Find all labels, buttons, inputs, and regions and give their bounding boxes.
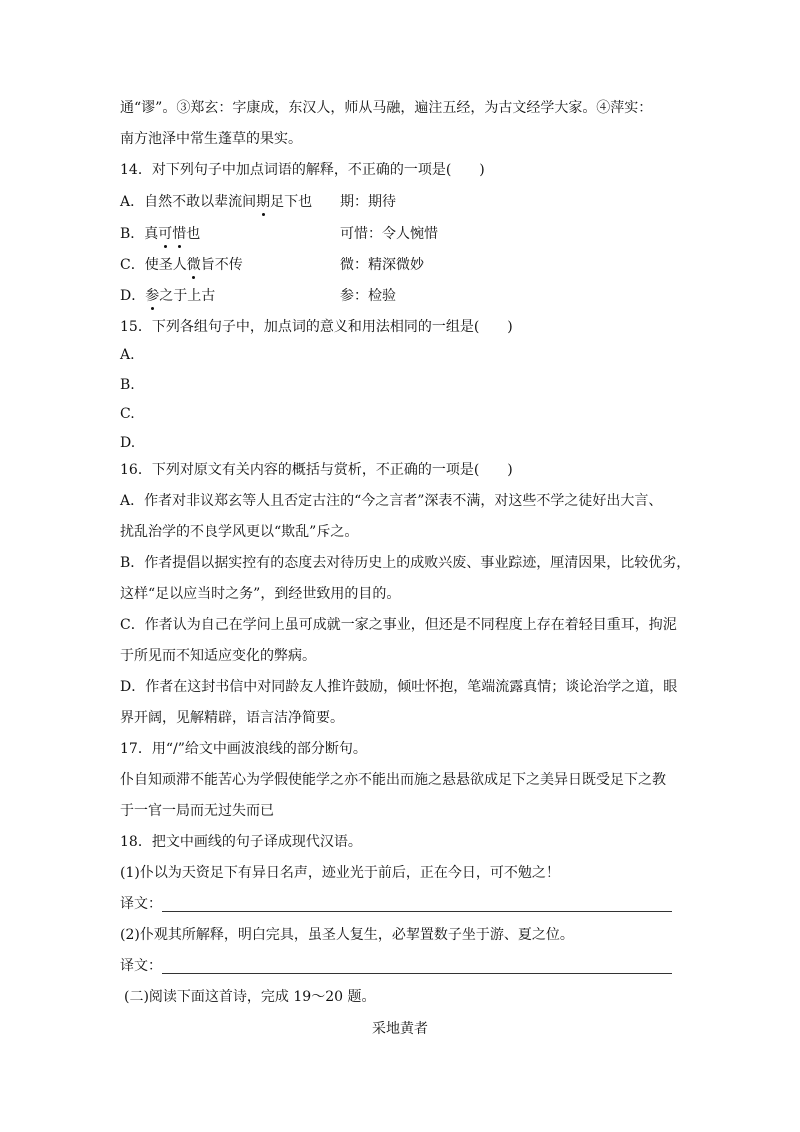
- q17-text-line-2: 于一官一局而无过失而已: [120, 803, 274, 819]
- q14-a-pre: A．自然不敢以辈流间: [120, 194, 257, 210]
- poem-title: 采地黄者: [372, 1021, 428, 1037]
- q14-d-pre: D．: [120, 288, 146, 304]
- q18-sentence-1: (1)仆以为天资足下有异日名声，迹业光于前后，正在今日，可不勉之！: [120, 865, 560, 881]
- q18-answer-label-2: 译文：: [120, 958, 162, 974]
- q15-option-d: D.: [120, 435, 136, 451]
- q16-option-a-line-2: 扰乱治学的不良学风更以“欺乱”斥之。: [120, 524, 359, 540]
- q18-answer-label-1: 译文：: [120, 896, 162, 912]
- q15-option-b: B.: [120, 377, 135, 393]
- q16-option-d-line-2: 界开阔，见解精辟，语言洁净简要。: [120, 710, 344, 726]
- q17-stem: 17．用“/”给文中画波浪线的部分断句。: [120, 741, 367, 757]
- q14-d-post: 之于上古: [159, 288, 216, 304]
- q14-d-answer: 参：检验: [340, 288, 396, 304]
- q14-c-dot-word: 微: [186, 257, 201, 273]
- q14-b-dot-word-2: 惜: [172, 226, 187, 242]
- section-2-heading: (二)阅读下面这首诗，完成 19～20 题。: [124, 989, 376, 1005]
- q14-b-answer: 可惜：令人惋惜: [340, 226, 438, 242]
- q14-b-dot-word-1: 可: [158, 226, 173, 242]
- q18-sentence-2: (2)仆观其所解释，明白完具，虽圣人复生，必挈置数子坐于游、夏之位。: [120, 927, 574, 943]
- q14-b-pre: B．真: [120, 226, 159, 242]
- q14-option-a: [120, 192, 312, 212]
- intro-line-2: 南方池泽中常生蓬草的果实。: [120, 131, 302, 147]
- q14-a-post: 足下也: [270, 194, 313, 210]
- q18-answer-blank-1[interactable]: [162, 911, 672, 912]
- q15-option-a: A.: [120, 347, 135, 363]
- q14-option-b: [120, 224, 200, 244]
- q16-option-c-line-1: C．作者认为自己在学问上虽可成就一家之事业，但还是不同程度上存在着轻目重耳，拘泥: [120, 617, 677, 633]
- q14-c-post: 旨不传: [200, 257, 243, 273]
- q14-b-post: 也: [186, 226, 201, 242]
- q18-answer-blank-2[interactable]: [162, 973, 672, 974]
- q14-c-pre: C．使圣人: [120, 257, 187, 273]
- q15-option-c: C.: [120, 406, 135, 422]
- q18-stem: 18．把文中画线的句子译成现代汉语。: [120, 834, 362, 850]
- q14-d-dot-word: 参: [145, 288, 160, 304]
- q14-a-answer: 期：期待: [340, 194, 396, 210]
- q14-a-dot-word: 期: [256, 194, 271, 210]
- q14-stem: 14．对下列句子中加点词语的解释，不正确的一项是( ): [120, 162, 485, 178]
- q16-option-d-line-1: D．作者在这封书信中对同龄友人推许鼓励，倾吐怀抱，笔端流露真情；谈论治学之道，眼: [120, 679, 678, 695]
- q16-option-b-line-2: 这样“足以应当时之务”，到经世致用的目的。: [120, 586, 401, 602]
- intro-line-1: 通“谬”。③郑玄：字康成，东汉人，师从马融，遍注五经，为古文经学大家。④萍实：: [120, 100, 653, 116]
- q16-option-a-line-1: A．作者对非议郑玄等人且否定古注的“今之言者”深表不满，对这些不学之徒好出大言、: [120, 493, 663, 509]
- q16-option-b-line-1: B．作者提倡以据实控有的态度去对待历史上的成败兴废、事业踪迹，厘清因果，比较优劣，: [120, 555, 691, 571]
- q14-option-d: [120, 286, 215, 306]
- q16-stem: 16．下列对原文有关内容的概括与赏析，不正确的一项是( ): [120, 462, 513, 478]
- q14-c-answer: 微：精深微妙: [340, 257, 424, 273]
- q15-stem: 15．下列各组句子中，加点词的意义和用法相同的一组是( ): [120, 319, 513, 335]
- q16-option-c-line-2: 于所见而不知适应变化的弊病。: [120, 648, 316, 664]
- q14-option-c: [120, 255, 243, 275]
- q17-text-line-1: 仆自知顽滞不能苦心为学假使能学之亦不能出而施之悬悬欲成足下之美异日既受足下之教: [120, 772, 666, 788]
